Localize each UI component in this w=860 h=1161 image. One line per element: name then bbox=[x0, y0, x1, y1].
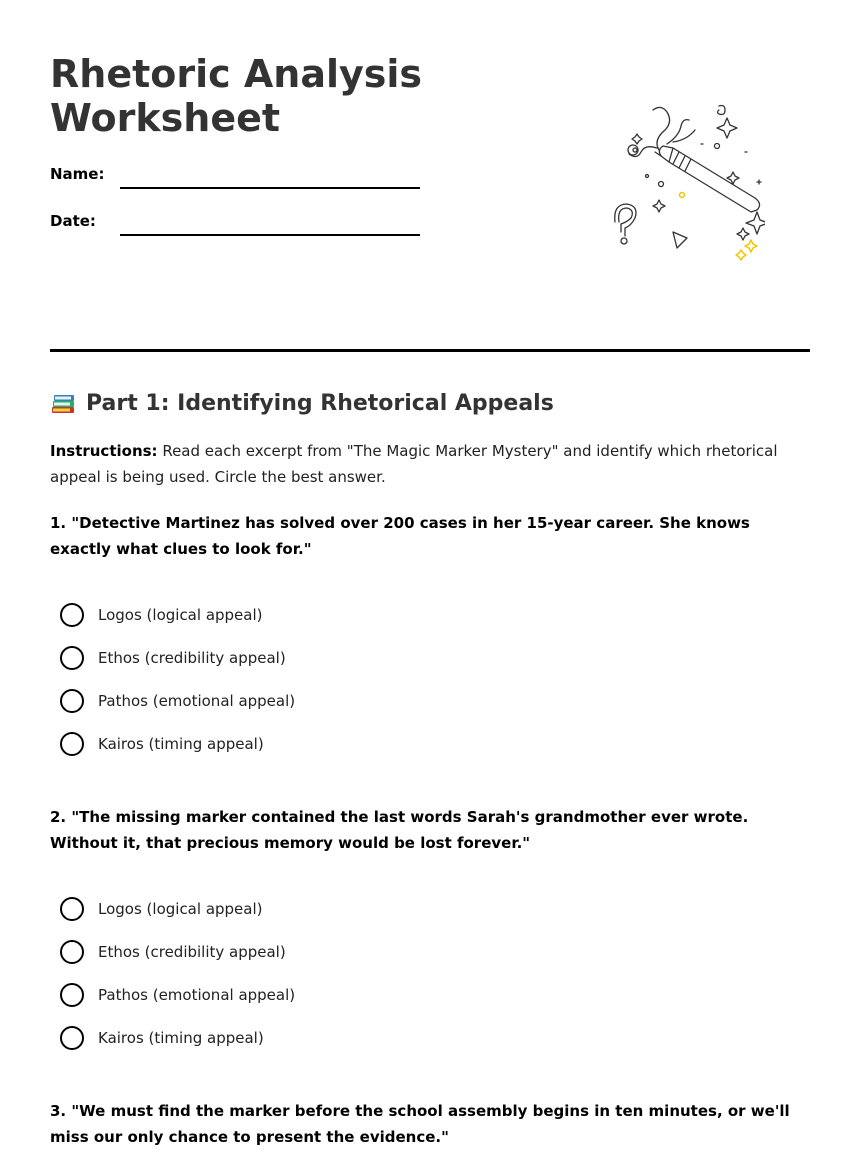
question-1: 1. "Detective Martinez has solved over 200 cases in her 15-year career. She knows exactly what clues to look for." bbox=[50, 514, 750, 558]
option-label: Kairos (timing appeal) bbox=[98, 734, 264, 753]
part1-title bbox=[50, 388, 554, 420]
instructions-text: Read each excerpt from "The Magic Marker Mystery" and identify which rhetorical appeal is being used. Circle the best answer. bbox=[50, 442, 778, 486]
question-1-options bbox=[60, 593, 460, 765]
part1-instructions bbox=[50, 438, 810, 490]
radio-circle[interactable] bbox=[60, 940, 84, 964]
radio-circle[interactable] bbox=[60, 646, 84, 670]
option-label: Ethos (credibility appeal) bbox=[98, 648, 286, 667]
books-icon bbox=[50, 391, 76, 417]
date-field[interactable] bbox=[50, 212, 420, 242]
option-row[interactable] bbox=[60, 930, 460, 973]
question-3: 3. "We must find the marker before the school assembly begins in ten minutes, or we'll miss our only chance to present the evidence." bbox=[50, 1102, 790, 1146]
radio-circle[interactable] bbox=[60, 983, 84, 1007]
worksheet-header bbox=[50, 0, 810, 352]
radio-circle[interactable] bbox=[60, 1026, 84, 1050]
magic-marker-sparkles-icon bbox=[555, 100, 765, 270]
date-input-line[interactable] bbox=[120, 234, 420, 236]
instructions-label: Instructions: bbox=[50, 442, 158, 460]
option-label: Pathos (emotional appeal) bbox=[98, 691, 296, 710]
header-divider bbox=[50, 349, 810, 352]
option-label: Kairos (timing appeal) bbox=[98, 1028, 264, 1047]
question-2: 2. "The missing marker contained the last words Sarah's grandmother ever wrote. Without it, that precious memory would be lost forever." bbox=[50, 808, 749, 852]
option-row[interactable] bbox=[60, 679, 460, 722]
name-field[interactable] bbox=[50, 165, 420, 195]
option-row[interactable] bbox=[60, 1016, 460, 1059]
option-label: Logos (logical appeal) bbox=[98, 899, 263, 918]
option-row[interactable] bbox=[60, 887, 460, 930]
title-line-2: Worksheet bbox=[50, 96, 281, 140]
radio-circle[interactable] bbox=[60, 603, 84, 627]
option-label: Logos (logical appeal) bbox=[98, 605, 263, 624]
part1-title-text: Part 1: Identifying Rhetorical Appeals bbox=[86, 391, 554, 416]
name-input-line[interactable] bbox=[120, 187, 420, 189]
option-label: Pathos (emotional appeal) bbox=[98, 985, 296, 1004]
option-row[interactable] bbox=[60, 722, 460, 765]
worksheet-page bbox=[50, 0, 810, 1146]
title-line-1: Rhetoric Analysis bbox=[50, 52, 423, 96]
option-row[interactable] bbox=[60, 973, 460, 1016]
option-row[interactable] bbox=[60, 636, 460, 679]
worksheet-title bbox=[50, 52, 470, 140]
name-label: Name: bbox=[50, 165, 105, 183]
radio-circle[interactable] bbox=[60, 689, 84, 713]
date-label: Date: bbox=[50, 212, 96, 230]
radio-circle[interactable] bbox=[60, 732, 84, 756]
option-label: Ethos (credibility appeal) bbox=[98, 942, 286, 961]
question-2-options bbox=[60, 887, 460, 1059]
option-row[interactable] bbox=[60, 593, 460, 636]
radio-circle[interactable] bbox=[60, 897, 84, 921]
